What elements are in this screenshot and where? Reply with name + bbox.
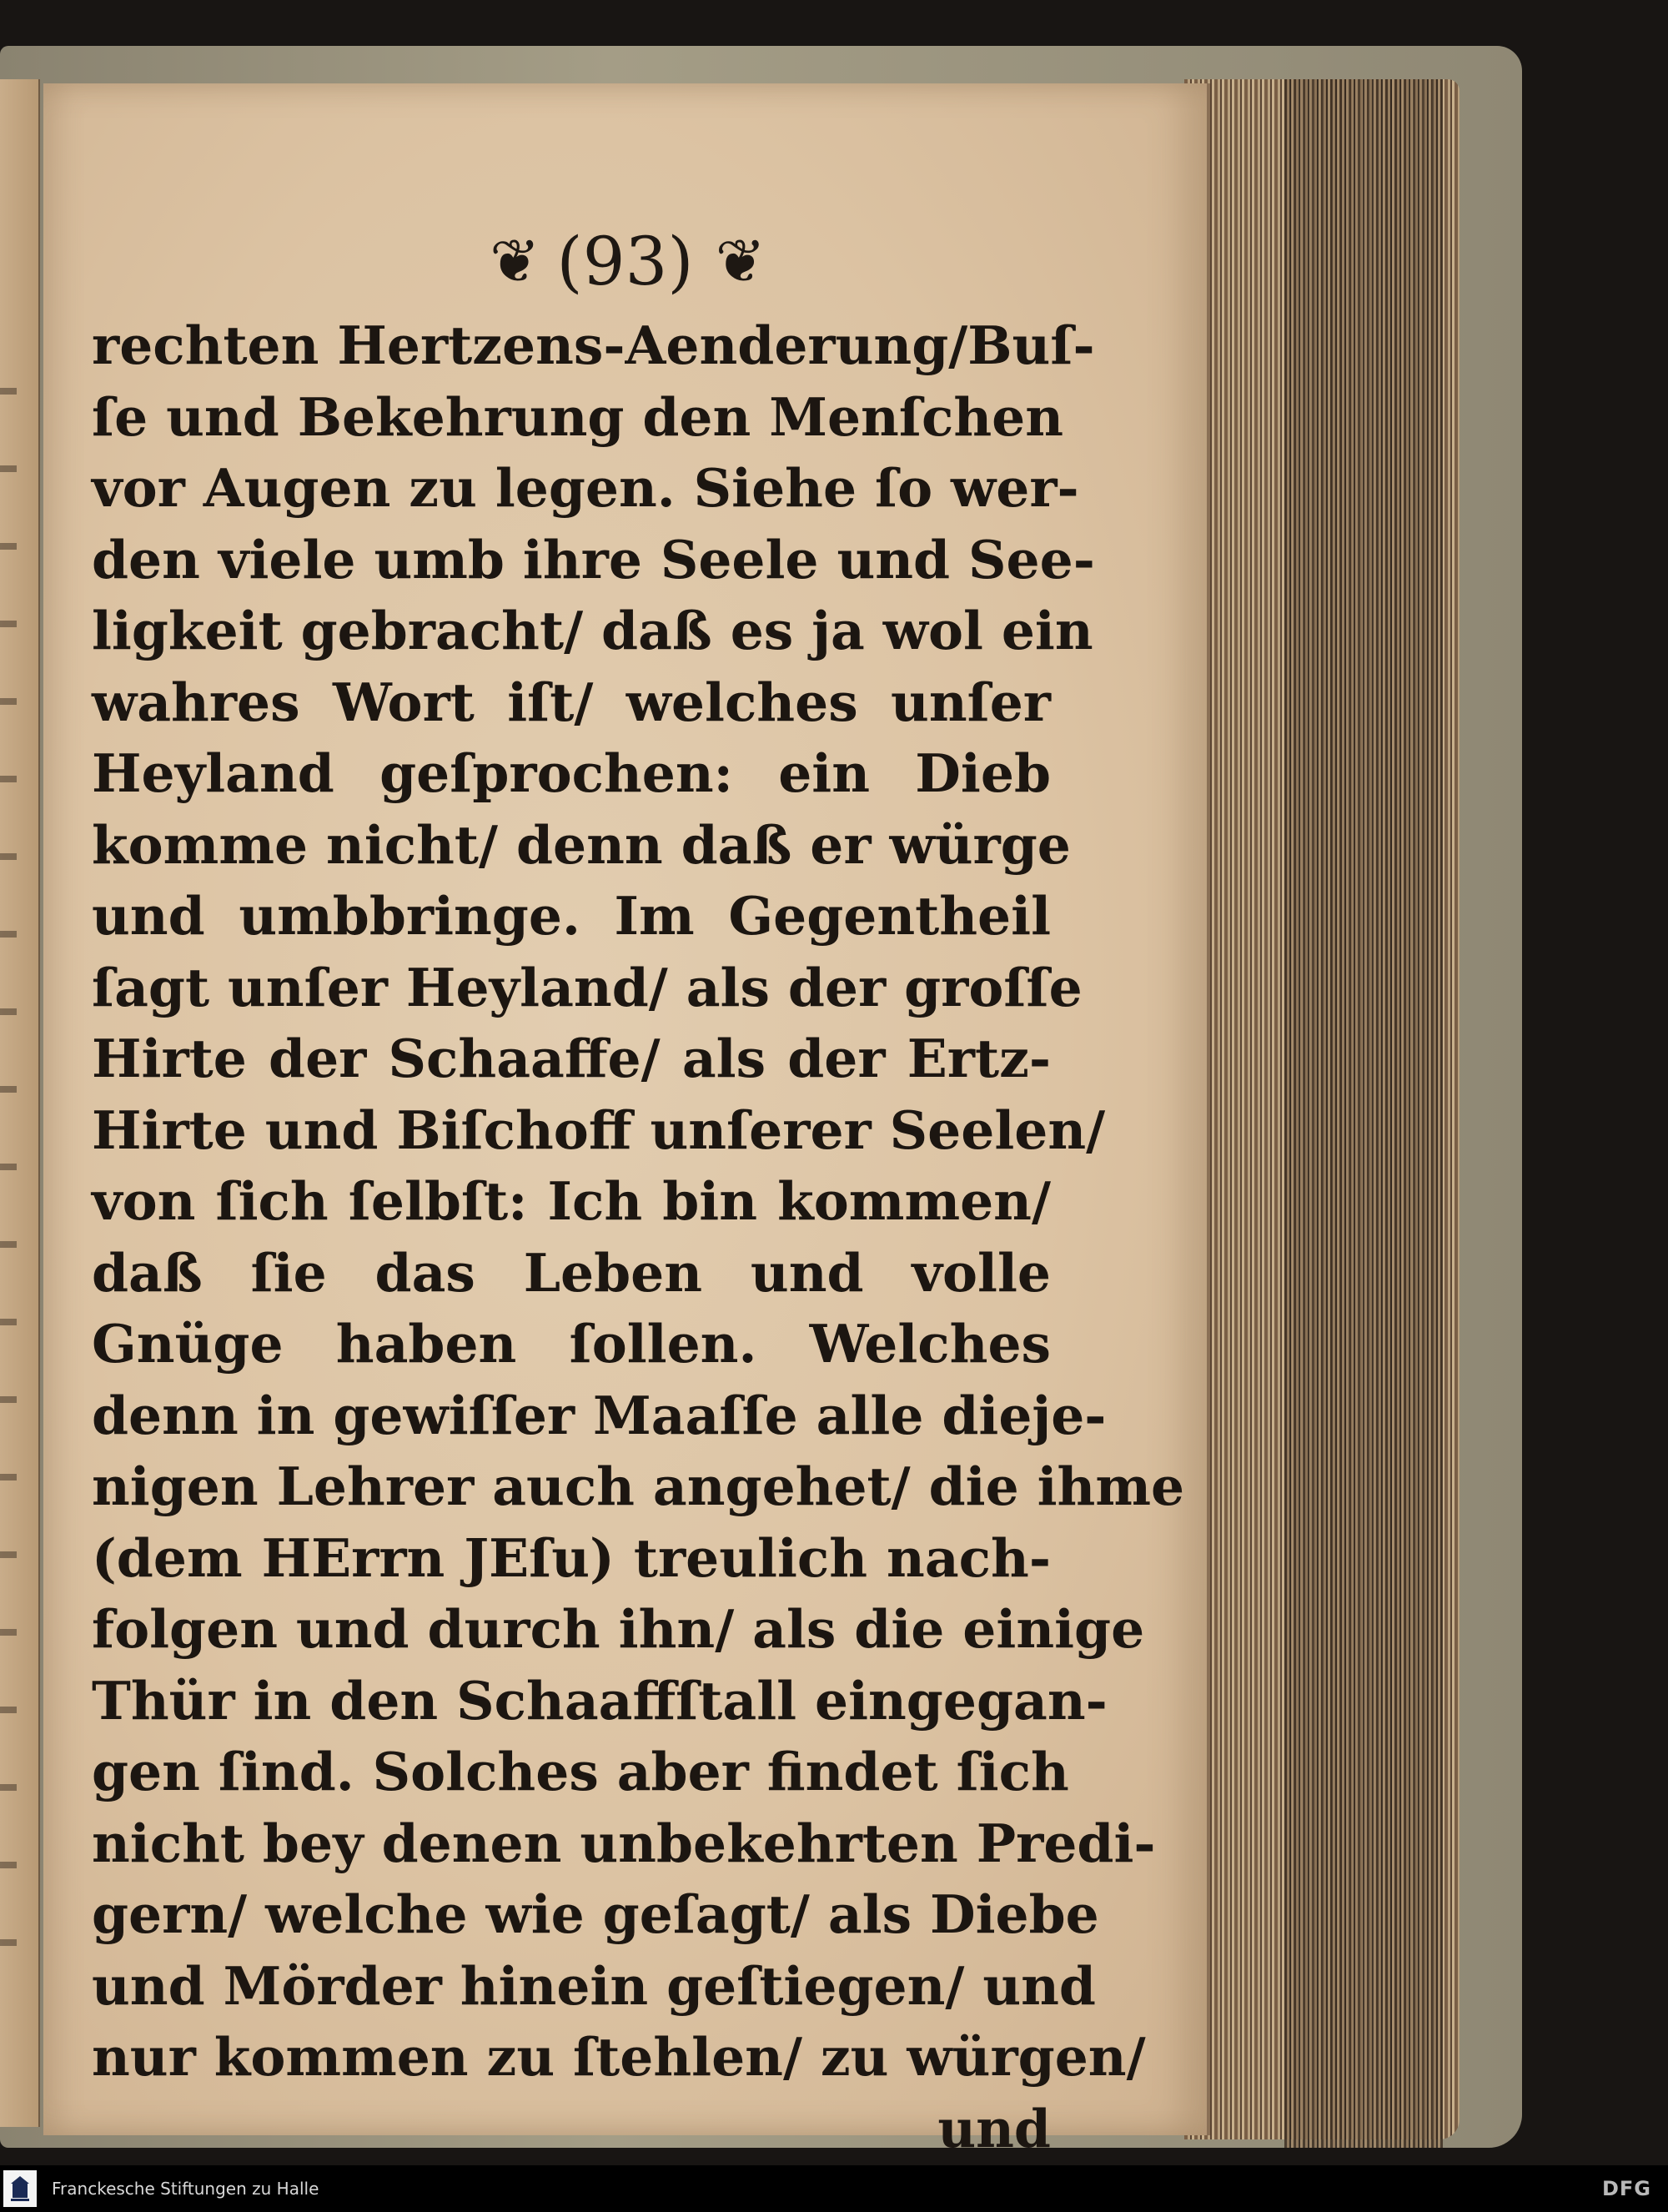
ornament-right-icon: ❦	[715, 226, 761, 296]
text-line: ſagt unſer Heyland/ als der groſſe	[92, 956, 1083, 1018]
text-line: Heyland geſprochen: ein Dieb	[92, 742, 1051, 804]
text-line: nicht bey denen unbekehrten Predi-	[92, 1812, 1156, 1874]
viewer-footer	[0, 2165, 1668, 2212]
text-line: Hirte und Biſchoff unſerer Seelen/	[92, 1098, 1106, 1161]
left-page-edge	[0, 79, 40, 2127]
page-block-shadow	[1284, 79, 1443, 2148]
text-line: nigen Lehrer auch angehet/ die ihme	[92, 1455, 1185, 1517]
text-line: wahres Wort iſt/ welches unſer	[92, 671, 1051, 733]
catchword: und	[937, 2097, 1051, 2159]
page-header	[43, 199, 1207, 324]
building-icon	[9, 2174, 31, 2203]
text-line: und umbbringe. Im Gegentheil	[92, 885, 1051, 947]
text-line: ligkeit gebracht/ daß es ja wol ein	[92, 600, 1093, 661]
text-line: und Mörder hinein geſtiegen/ und	[92, 1954, 1096, 2017]
text-line: den viele umb ihre Seele und See-	[92, 528, 1095, 591]
body-text	[92, 310, 1185, 2164]
book-page	[43, 83, 1210, 2159]
text-line: daß ſie das Leben und volle	[92, 1241, 1051, 1304]
text-line: denn in gewiſſer Maaſſe alle dieje-	[92, 1384, 1107, 1446]
text-line: Gnüge haben ſollen. Welches	[92, 1313, 1051, 1375]
text-line: von ſich ſelbſt: Ich bin kommen/	[92, 1170, 1051, 1232]
page-number: (93)	[556, 222, 694, 300]
text-line: nur kommen zu ſtehlen/ zu würgen/	[92, 2026, 1146, 2088]
dfg-logo: DFG	[1601, 2177, 1651, 2200]
text-line: gen ſind. Solches aber findet ſich	[92, 1741, 1069, 1802]
text-line: Hirte der Schaaffe/ als der Ertz-	[92, 1028, 1051, 1089]
text-line: (dem HErrn JEſu) treulich nach-	[92, 1526, 1051, 1589]
text-line: folgen und durch ihn/ als die einige	[92, 1598, 1145, 1660]
text-line: gern/ welche wie geſagt/ als Diebe	[92, 1883, 1099, 1945]
text-line: vor Augen zu legen. Siehe ſo wer-	[92, 457, 1079, 519]
text-line: ſe und Bekehrung den Menſchen	[92, 385, 1064, 448]
text-line: rechten Hertzens-Aenderung/Buſ-	[92, 314, 1095, 376]
left-page-text-fragment	[0, 329, 17, 1998]
institution-label: Franckesche Stiftungen zu Halle	[52, 2179, 319, 2199]
ornament-left-icon: ❦	[490, 226, 535, 296]
text-line: Thür in den Schaaffſtall eingegan-	[92, 1669, 1108, 1732]
francke-foundation-logo-icon	[3, 2170, 37, 2207]
text-line: komme nicht/ denn daß er würge	[92, 813, 1071, 876]
